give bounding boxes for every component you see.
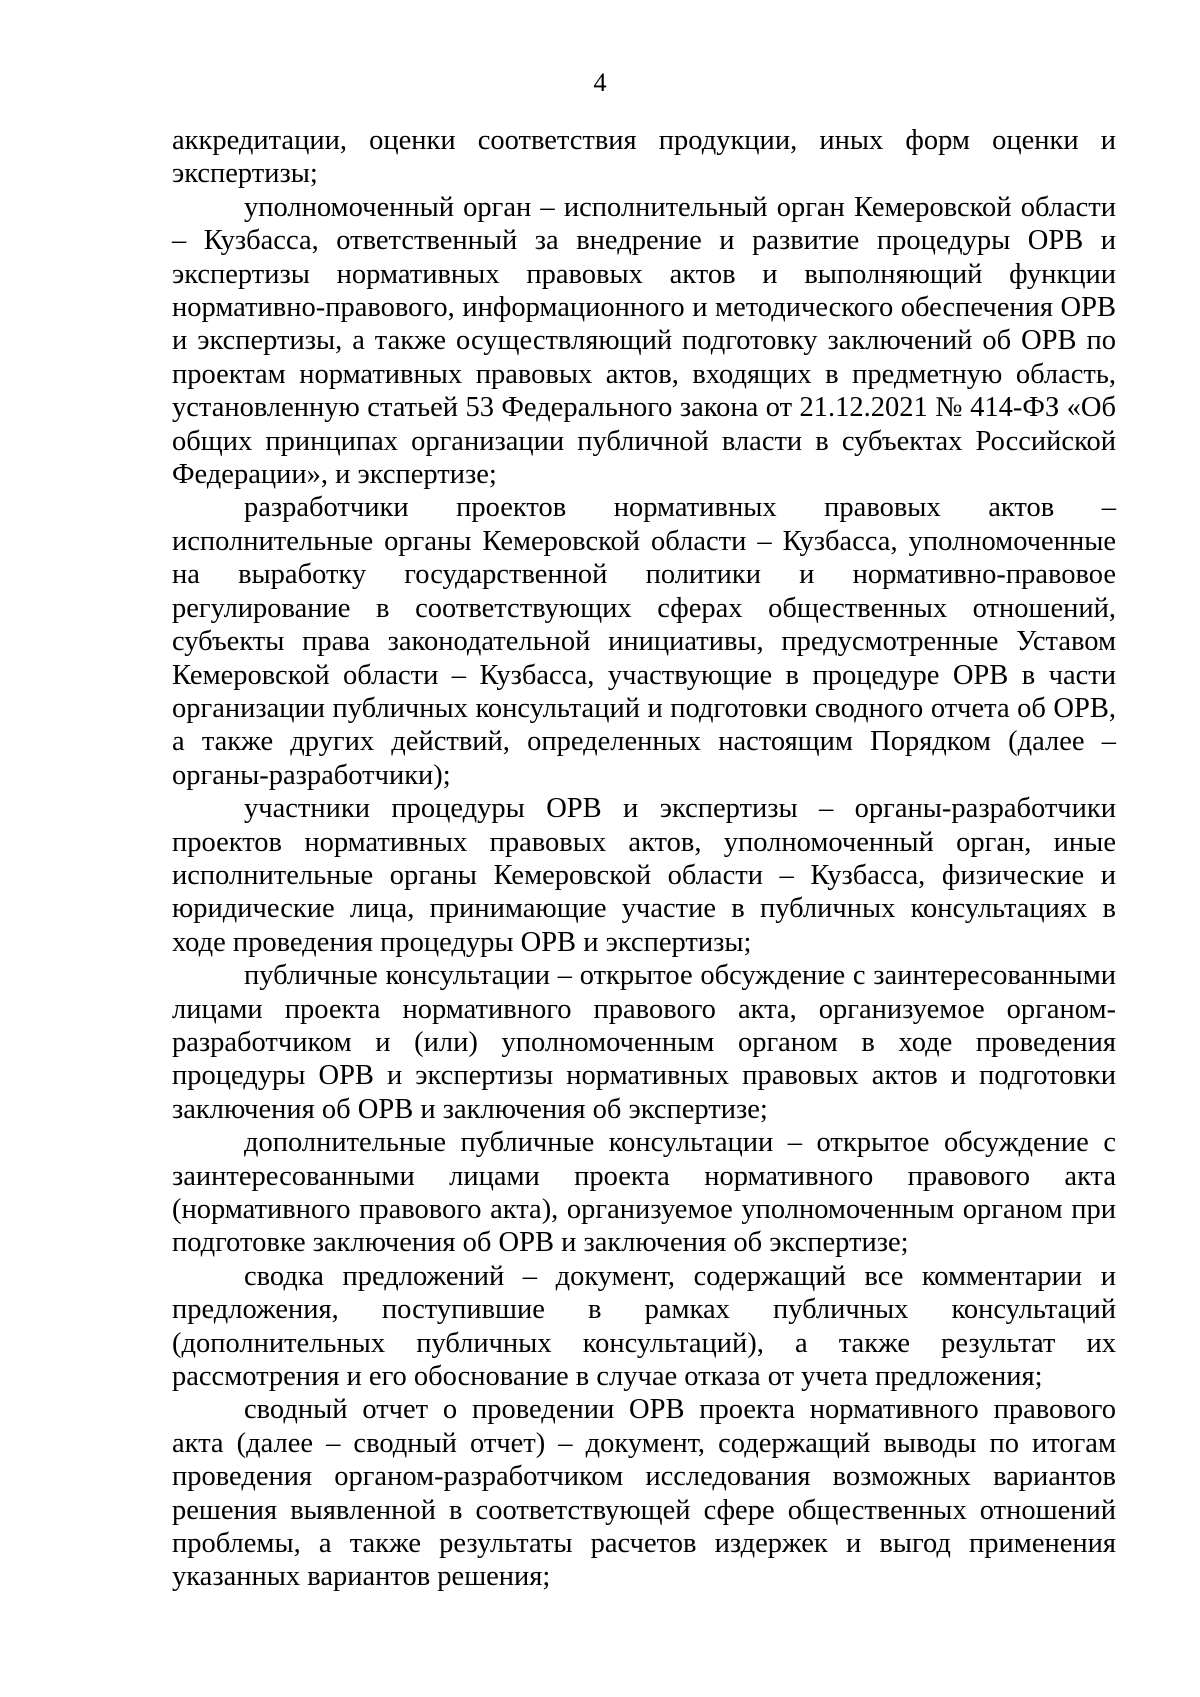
paragraph-developers: разработчики проектов нормативных правовых актов – исполнительные органы Кемеровской области – Кузбасса, уполномоченные на выработку государственной политики и нормативно-правовое регулирование в соответствующих сферах общественных отношений, субъекты права законодательной инициативы, предусмотренные Уставом Кемеровской области – Кузбасса, участвующие в процедуре ОРВ в части организации публичных консультаций и подготовки сводного отчета об ОРВ, а также других действий, определенных настоящим Порядком (далее – органы-разработчики); <box>172 492 1116 791</box>
paragraph-public-consultations: публичные консультации – открытое обсуждение с заинтересованными лицами проекта нормативного правового акта, организуемое органом-разработчиком и (или) уполномоченным органом в ходе проведения процедуры ОРВ и экспертизы нормативных правовых актов и подготовки заключения об ОРВ и заключения об экспертизе; <box>172 960 1116 1125</box>
paragraph-participants: участники процедуры ОРВ и экспертизы – органы-разработчики проектов нормативных правовых актов, уполномоченный орган, иные исполнительные органы Кемеровской области – Кузбасса, физические и юридические лица, принимающие участие в публичных консультациях в ходе проведения процедуры ОРВ и экспертизы; <box>172 793 1116 958</box>
page-number: 4 <box>593 68 607 97</box>
paragraph-summary-of-proposals: сводка предложений – документ, содержащий все комментарии и предложения, поступившие в рамках публичных консультаций (дополнительных публичных консультаций), а также результат их рассмотрения и его обоснование в случае отказа от учета предложения; <box>172 1260 1116 1393</box>
document-body <box>172 124 1116 1594</box>
paragraph-additional-consultations: дополнительные публичные консультации – открытое обсуждение с заинтересованными лицами проекта нормативного правового акта (нормативного правового акта), организуемое уполномоченным органом при подготовке заключения об ОРВ и заключения об экспертизе; <box>172 1127 1116 1259</box>
paragraph-continuation: аккредитации, оценки соответствия продукции, иных форм оценки и экспертизы; <box>172 125 1116 190</box>
paragraph-consolidated-report: сводный отчет о проведении ОРВ проекта нормативного правового акта (далее – сводный отчет) – документ, содержащий выводы по итогам проведения органом-разработчиком исследования возможных вариантов решения выявленной в соответствующей сфере общественных отношений проблемы, а также результаты расчетов издержек и выгод применения указанных вариантов решения; <box>172 1394 1116 1593</box>
paragraph-authorized-body: уполномоченный орган – исполнительный орган Кемеровской области – Кузбасса, ответственный за внедрение и развитие процедуры ОРВ и экспертизы нормативных правовых актов и выполняющий функции нормативно-правового, информационного и методического обеспечения ОРВ и экспертизы, а также осуществляющий подготовку заключений об ОРВ по проектам нормативных правовых актов, входящих в предметную область, установленную статьей 53 Федерального закона от 21.12.2021 № 414-ФЗ «Об общих принципах организации публичной власти в субъектах Российской Федерации», и экспертизе; <box>172 191 1116 491</box>
